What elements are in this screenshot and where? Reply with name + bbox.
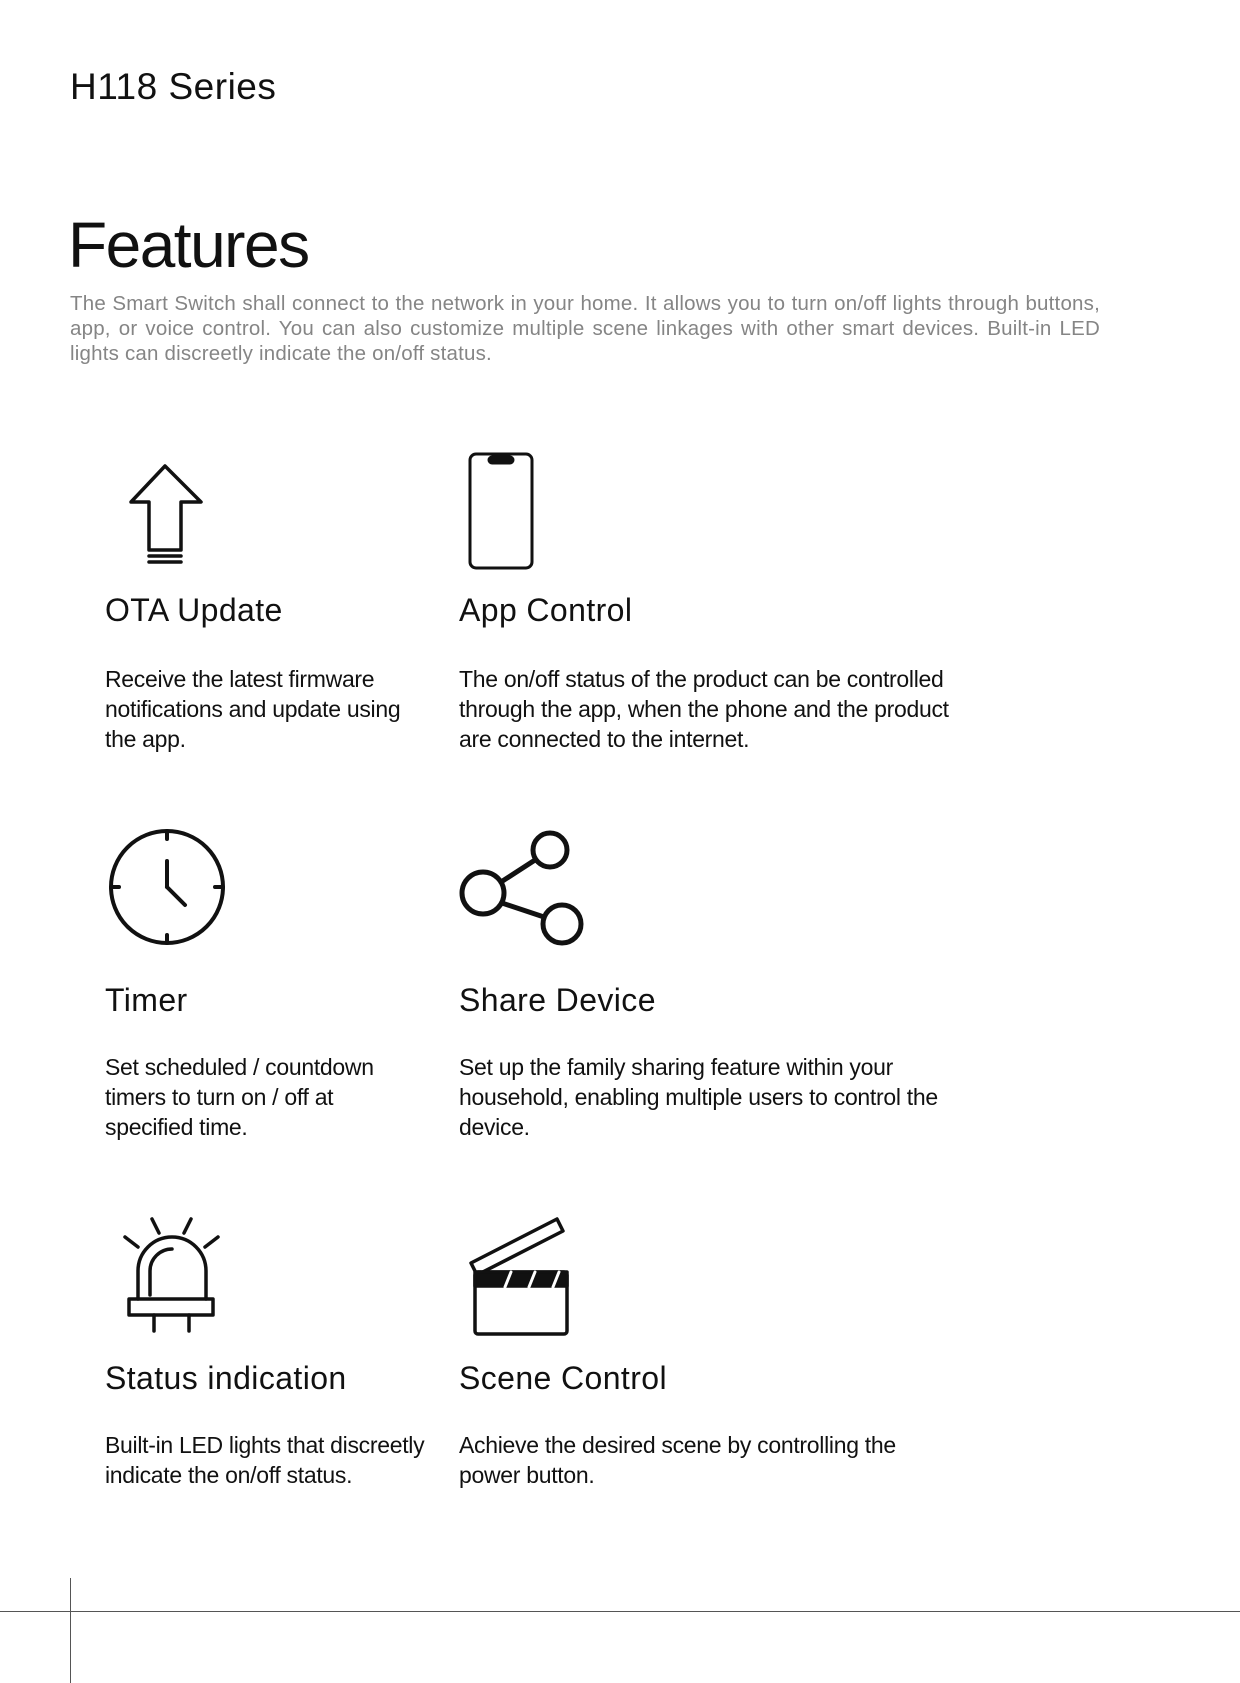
feature-description: Set up the family sharing feature within your household, enabling multiple users to control the device. [459,1054,938,1140]
feature-title: Share Device [459,982,656,1018]
feature-description: Receive the latest firmware notifications and update using the app. [105,666,401,752]
feature-description: Achieve the desired scene by controlling the power button. [459,1432,896,1488]
feature-title: Timer [105,982,188,1018]
page-heading: Features [68,209,309,281]
feature-description: The on/off status of the product can be controlled through the app, when the phone and the product are connected to the internet. [459,666,949,752]
intro-paragraph: The Smart Switch shall connect to the network in your home. It allows you to turn on/off lights through buttons, app, or voice control. You can also customize multiple scene linkages with other smart devices. Built-in LED lights can discreetly indicate the on/off status. [70,292,1100,365]
share-icon [459,829,589,949]
clock-icon [107,827,227,947]
feature-title: App Control [459,592,633,628]
series-title: H118 Series [70,66,277,107]
clapperboard-icon [469,1215,579,1340]
feature-title: OTA Update [105,592,283,628]
feature-title: Scene Control [459,1360,667,1396]
feature-description: Built-in LED lights that discreetly indicate the on/off status. [105,1432,425,1488]
upload-arrow-icon [129,464,209,564]
footer-margin-line [70,1578,71,1683]
smartphone-icon [468,452,536,570]
footer-divider [0,1611,1240,1612]
led-light-icon [123,1215,223,1335]
feature-title: Status indication [105,1360,347,1396]
feature-description: Set scheduled / countdown timers to turn on / off at specified time. [105,1054,374,1140]
